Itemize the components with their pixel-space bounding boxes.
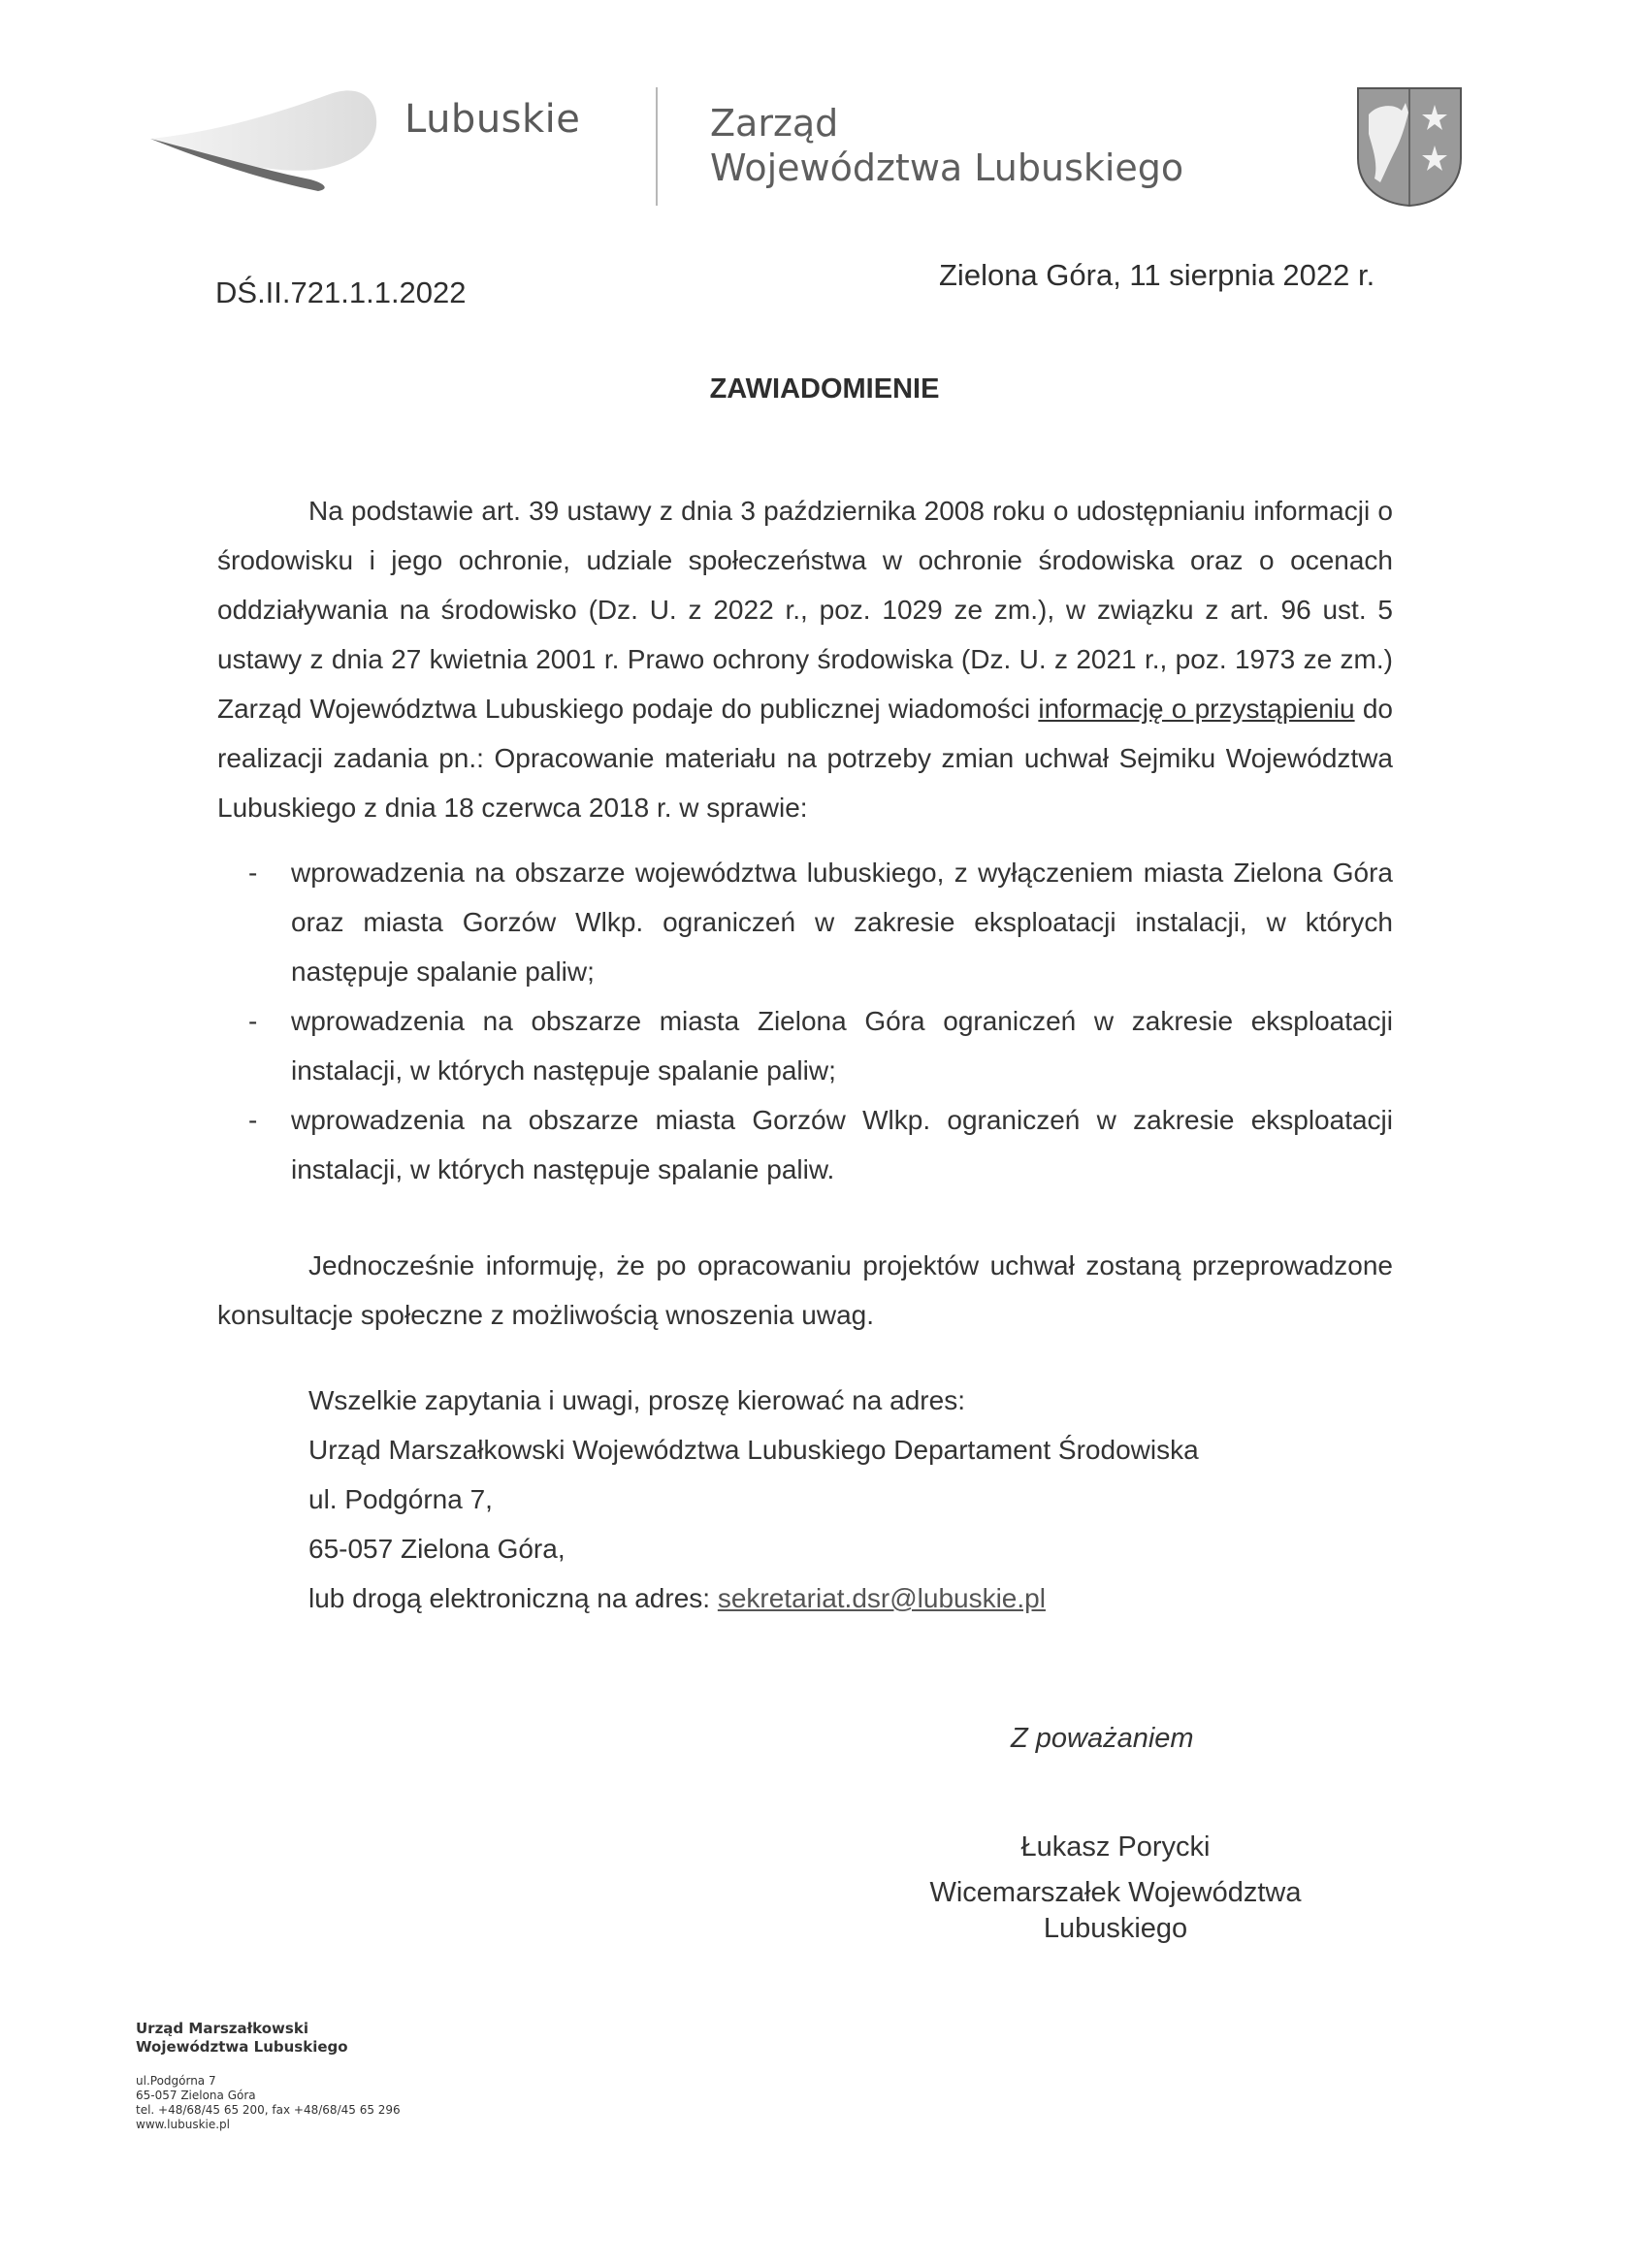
contact-city: 65-057 Zielona Góra, — [308, 1534, 566, 1564]
footer-org-2: Województwa Lubuskiego — [136, 2038, 348, 2056]
signature-block — [873, 1830, 1358, 1947]
footer-website[interactable]: www.lubuskie.pl — [136, 2118, 231, 2131]
contact-intro: Wszelkie zapytania i uwagi, proszę kierować na adres: — [308, 1385, 965, 1415]
board-name — [710, 101, 1183, 190]
list-dash: - — [248, 1105, 258, 1135]
contact-email-line — [308, 1573, 1199, 1623]
board-line-1: Zarząd — [710, 102, 839, 145]
notice-paragraph — [217, 486, 1393, 832]
list-item — [248, 1095, 1393, 1194]
list-item — [248, 996, 1393, 1095]
list-item — [248, 848, 1393, 996]
contact-block — [308, 1376, 1199, 1623]
closing-phrase: Z poważaniem — [1011, 1723, 1194, 1754]
signatory-name: Łukasz Porycki — [1020, 1831, 1211, 1863]
board-line-2: Województwa Lubuskiego — [710, 146, 1184, 189]
footer — [136, 2020, 401, 2132]
place-date: Zielona Góra, 11 sierpnia 2022 r. — [939, 258, 1375, 292]
lubuskie-swoosh-icon — [146, 82, 388, 194]
document-title: ZAWIADOMIENIE — [709, 373, 940, 405]
underlined-phrase: informację o przystąpieniu — [1038, 694, 1355, 724]
resolution-list — [248, 848, 1393, 1194]
footer-details — [136, 2074, 401, 2132]
contact-street: ul. Podgórna 7, — [308, 1484, 493, 1514]
footer-org-1: Urząd Marszałkowski — [136, 2020, 308, 2037]
email-link[interactable]: sekretariat.dsr@lubuskie.pl — [717, 1583, 1046, 1613]
footer-street: ul.Podgórna 7 — [136, 2074, 216, 2088]
list-item-text: wprowadzenia na obszarze województwa lubuskiego, z wyłączeniem miasta Zielona Góra oraz miasta Gorzów Wlkp. ograniczeń w zakresie eksploatacji instalacji, w których następuje spalanie paliw; — [291, 858, 1393, 987]
paragraph-text: Na podstawie art. 39 ustawy z dnia 3 października 2008 roku o udostępnianiu informacji o środowisku i jego ochronie, udziale społeczeństwa w ochronie środowiska oraz o ocenach oddziaływania na środowisko (Dz. U. z 2022 r., poz. 1029 ze zm.), w związku z art. 96 ust. 5 ustawy z dnia 27 kwietnia 2001 r. Prawo ochrony środowiska (Dz. U. z 2021 r., poz. 1973 ze zm.) Zarząd Województwa Lubuskiego podaje do publicznej wiadomości — [217, 496, 1393, 724]
consultation-paragraph — [217, 1241, 1393, 1340]
footer-phone-fax: tel. +48/68/45 65 200, fax +48/68/45 65 296 — [136, 2103, 401, 2117]
paragraph-text-cont: do realizacji zadania pn.: Opracowanie materiału na potrzeby zmian uchwał Sejmiku Województwa Lubuskiego z dnia 18 czerwca 2018 r. w sprawie: — [217, 694, 1393, 823]
document-reference: DŚ.II.721.1.1.2022 — [215, 275, 467, 309]
list-dash: - — [248, 858, 258, 888]
header-divider — [656, 87, 658, 206]
signatory-position-2: Lubuskiego — [1043, 1913, 1188, 1944]
list-item-text: wprowadzenia na obszarze miasta Gorzów Wlkp. ograniczeń w zakresie eksploatacji instalacji, w których następuje spalanie paliw. — [291, 1105, 1393, 1184]
brand-name: Lubuskie — [404, 97, 581, 142]
list-dash: - — [248, 1006, 258, 1036]
coat-of-arms-icon — [1355, 85, 1464, 208]
list-item-text: wprowadzenia na obszarze miasta Zielona Góra ograniczeń w zakresie eksploatacji instalacji, w których następuje spalanie paliw; — [291, 1006, 1393, 1085]
paragraph-text: Jednocześnie informuję, że po opracowaniu projektów uchwał zostaną przeprowadzone konsultacje społeczne z możliwością wnoszenia uwag. — [217, 1250, 1393, 1330]
footer-city: 65-057 Zielona Góra — [136, 2089, 256, 2102]
email-prefix: lub drogą elektroniczną na adres: — [308, 1583, 718, 1613]
signatory-position-1: Wicemarszałek Województwa — [929, 1877, 1302, 1908]
contact-office: Urząd Marszałkowski Województwa Lubuskiego Departament Środowiska — [308, 1435, 1199, 1465]
